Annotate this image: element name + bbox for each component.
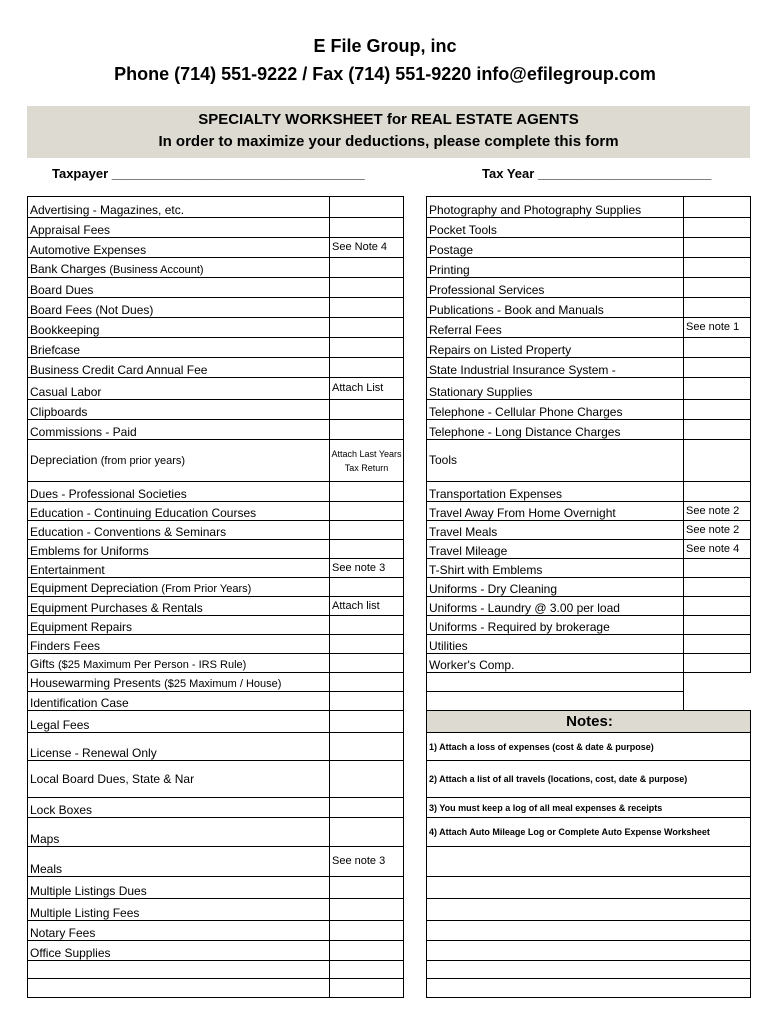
amount-cell[interactable] bbox=[330, 711, 404, 733]
amount-cell[interactable] bbox=[330, 654, 404, 673]
amount-cell[interactable] bbox=[684, 378, 751, 400]
blank-notes-line bbox=[427, 899, 751, 921]
expense-label bbox=[427, 298, 684, 318]
table-row bbox=[28, 654, 404, 673]
expense-label bbox=[427, 692, 684, 711]
amount-cell[interactable] bbox=[330, 298, 404, 318]
expense-label bbox=[427, 521, 684, 540]
amount-cell[interactable] bbox=[330, 482, 404, 502]
table-row bbox=[427, 559, 751, 578]
expense-label-text: Equipment Purchases & Rentals bbox=[30, 601, 203, 615]
expense-label-text: Telephone - Cellular Phone Charges bbox=[429, 405, 623, 419]
notes-heading: Notes: bbox=[427, 711, 751, 733]
expense-label bbox=[28, 540, 330, 559]
expense-label-text: Professional Services bbox=[429, 283, 545, 297]
table-row bbox=[28, 899, 404, 921]
expense-label-text: Notary Fees bbox=[30, 926, 96, 940]
amount-cell[interactable] bbox=[684, 258, 751, 278]
note-3: 3) You must keep a log of all meal expenses & receipts bbox=[427, 798, 751, 818]
expense-label-text: Photography and Photography Supplies bbox=[429, 203, 642, 217]
expense-label bbox=[28, 692, 330, 711]
table-row bbox=[28, 635, 404, 654]
table-row bbox=[427, 540, 751, 559]
expense-label-text: Depreciation bbox=[30, 452, 98, 467]
expense-label-text: Advertising - Magazines, etc. bbox=[30, 203, 185, 217]
expense-label-text: Utilities bbox=[429, 639, 468, 653]
expense-label bbox=[427, 482, 684, 502]
table-row bbox=[427, 440, 751, 482]
expense-label bbox=[28, 358, 330, 378]
expense-label bbox=[28, 218, 330, 238]
taxpayer-field[interactable]: Taxpayer ___________________________________ bbox=[52, 166, 365, 181]
expense-label-text: Travel Mileage bbox=[429, 544, 508, 558]
table-row bbox=[427, 635, 751, 654]
table-row bbox=[427, 654, 751, 673]
expense-label-text: Identification Case bbox=[30, 696, 129, 710]
expense-label bbox=[427, 338, 684, 358]
expense-label bbox=[28, 654, 330, 673]
expense-label bbox=[28, 521, 330, 540]
expense-label-text: Emblems for Uniforms bbox=[30, 544, 149, 558]
right-expense-table bbox=[426, 196, 751, 998]
amount-cell[interactable] bbox=[684, 440, 751, 482]
expense-label-text: Bank Charges bbox=[30, 262, 107, 276]
blank-notes-line bbox=[427, 877, 751, 899]
expense-label-text: Lock Boxes bbox=[30, 803, 93, 817]
expense-label-qualifier: (Business Account) bbox=[109, 264, 204, 276]
table-row bbox=[28, 711, 404, 733]
amount-cell[interactable] bbox=[330, 400, 404, 420]
expense-label-text: Uniforms - Required by brokerage bbox=[429, 620, 610, 634]
expense-label-text: Briefcase bbox=[30, 343, 81, 357]
amount-cell[interactable] bbox=[684, 298, 751, 318]
amount-cell[interactable] bbox=[684, 597, 751, 616]
amount-cell[interactable] bbox=[684, 578, 751, 597]
expense-label bbox=[427, 258, 684, 278]
expense-label-text: Transportation Expenses bbox=[429, 487, 562, 501]
amount-cell[interactable] bbox=[330, 635, 404, 654]
expense-label-text: Education - Conventions & Seminars bbox=[30, 525, 227, 539]
table-row bbox=[28, 578, 404, 597]
table-row bbox=[427, 521, 751, 540]
expense-label-text: T-Shirt with Emblems bbox=[429, 563, 543, 577]
amount-cell[interactable]: See note 1 bbox=[684, 318, 751, 338]
expense-label bbox=[28, 278, 330, 298]
company-name: E File Group, inc bbox=[313, 36, 457, 56]
table-row bbox=[427, 597, 751, 616]
amount-cell[interactable]: Attach list bbox=[330, 597, 404, 616]
amount-cell[interactable] bbox=[330, 540, 404, 559]
notes-row bbox=[427, 979, 751, 998]
blank-notes-line bbox=[427, 979, 751, 998]
amount-cell[interactable] bbox=[330, 941, 404, 961]
expense-label-qualifier: ($25 Maximum Per Person - IRS Rule) bbox=[58, 659, 247, 671]
expense-label bbox=[427, 559, 684, 578]
notes-row bbox=[427, 961, 751, 979]
expense-label bbox=[28, 635, 330, 654]
amount-cell[interactable]: Attach List bbox=[330, 378, 404, 400]
amount-cell[interactable] bbox=[684, 218, 751, 238]
table-row bbox=[28, 338, 404, 358]
amount-cell[interactable] bbox=[684, 238, 751, 258]
expense-label bbox=[28, 877, 330, 899]
expense-label bbox=[427, 378, 684, 400]
amount-cell[interactable] bbox=[330, 733, 404, 761]
blank-notes-line bbox=[427, 941, 751, 961]
expense-label bbox=[28, 711, 330, 733]
blank-notes-line bbox=[427, 961, 751, 979]
amount-cell[interactable] bbox=[684, 278, 751, 298]
amount-cell[interactable] bbox=[684, 559, 751, 578]
expense-label-text: Stationary Supplies bbox=[429, 385, 533, 399]
amount-cell[interactable] bbox=[684, 482, 751, 502]
expense-label-text: Referral Fees bbox=[429, 323, 502, 337]
amount-cell[interactable] bbox=[330, 258, 404, 278]
expense-label bbox=[427, 238, 684, 258]
table-row bbox=[427, 238, 751, 258]
table-row bbox=[427, 298, 751, 318]
table-row bbox=[28, 559, 404, 578]
amount-cell[interactable] bbox=[330, 197, 404, 218]
notes-row bbox=[427, 711, 751, 733]
expense-label bbox=[28, 298, 330, 318]
notes-row bbox=[427, 733, 751, 761]
expense-label-text: Telephone - Long Distance Charges bbox=[429, 425, 621, 439]
expense-label-text: Printing bbox=[429, 263, 470, 277]
worksheet-banner bbox=[27, 106, 750, 158]
expense-label-text: Business Credit Card Annual Fee bbox=[30, 363, 208, 377]
expense-label bbox=[28, 899, 330, 921]
amount-cell[interactable] bbox=[330, 318, 404, 338]
table-row bbox=[427, 338, 751, 358]
amount-cell[interactable] bbox=[684, 338, 751, 358]
amount-cell[interactable] bbox=[684, 420, 751, 440]
expense-label bbox=[28, 502, 330, 521]
expense-label-text: Travel Meals bbox=[429, 525, 498, 539]
expense-label bbox=[427, 218, 684, 238]
amount-cell[interactable] bbox=[330, 979, 404, 998]
notes-row bbox=[427, 818, 751, 847]
worksheet-subtitle: In order to maximize your deductions, please complete this form bbox=[158, 133, 619, 150]
blank-notes-line bbox=[427, 847, 751, 877]
amount-cell[interactable] bbox=[330, 218, 404, 238]
notes-row bbox=[427, 761, 751, 798]
notes-row bbox=[427, 877, 751, 899]
table-row bbox=[28, 798, 404, 818]
notes-row bbox=[427, 921, 751, 941]
amount-cell[interactable]: See note 2 bbox=[684, 502, 751, 521]
expense-label bbox=[28, 440, 330, 482]
table-row bbox=[28, 502, 404, 521]
expense-label bbox=[28, 238, 330, 258]
expense-label bbox=[28, 378, 330, 400]
blank-notes-line bbox=[427, 921, 751, 941]
expense-label-qualifier: ($25 Maximum / House) bbox=[164, 678, 282, 690]
expense-label-qualifier: (From Prior Years) bbox=[161, 583, 252, 595]
table-row bbox=[28, 318, 404, 338]
amount-cell[interactable] bbox=[684, 635, 751, 654]
table-row bbox=[28, 298, 404, 318]
expense-label bbox=[427, 358, 684, 378]
expense-label bbox=[28, 197, 330, 218]
expense-label-text: Board Dues bbox=[30, 283, 94, 297]
table-row bbox=[28, 420, 404, 440]
expense-label-text: Bookkeeping bbox=[30, 323, 100, 337]
amount-cell[interactable] bbox=[330, 921, 404, 941]
expense-label-text: State Industrial Insurance System - bbox=[429, 363, 616, 377]
expense-label-text: Automotive Expenses bbox=[30, 243, 147, 257]
expense-label-text: Appraisal Fees bbox=[30, 223, 111, 237]
amount-cell[interactable] bbox=[684, 654, 751, 673]
table-row bbox=[28, 597, 404, 616]
expense-label bbox=[427, 616, 684, 635]
expense-label-text: Office Supplies bbox=[30, 946, 111, 960]
amount-cell[interactable] bbox=[684, 673, 751, 692]
expense-label bbox=[28, 761, 330, 798]
notes-row bbox=[427, 847, 751, 877]
expense-label bbox=[28, 338, 330, 358]
table-row bbox=[427, 616, 751, 635]
amount-cell[interactable] bbox=[330, 798, 404, 818]
table-row bbox=[28, 440, 404, 482]
amount-cell[interactable] bbox=[330, 278, 404, 298]
table-row bbox=[427, 400, 751, 420]
expense-label-text: Postage bbox=[429, 243, 474, 257]
expense-label-text: Repairs on Listed Property bbox=[429, 343, 572, 357]
amount-cell[interactable] bbox=[330, 616, 404, 635]
expense-label bbox=[427, 654, 684, 673]
amount-cell[interactable] bbox=[330, 521, 404, 540]
left-expense-table bbox=[27, 196, 404, 998]
expense-label bbox=[28, 798, 330, 818]
expense-label bbox=[28, 979, 330, 998]
table-row bbox=[28, 482, 404, 502]
amount-cell[interactable] bbox=[330, 578, 404, 597]
expense-label-qualifier: (from prior years) bbox=[100, 454, 186, 467]
table-row bbox=[28, 616, 404, 635]
expense-label bbox=[28, 420, 330, 440]
expense-label bbox=[427, 420, 684, 440]
table-row bbox=[427, 502, 751, 521]
table-row bbox=[28, 521, 404, 540]
expense-label-text: Local Board Dues, State & Nar bbox=[30, 771, 195, 786]
expense-label bbox=[427, 597, 684, 616]
expense-label bbox=[28, 847, 330, 877]
amount-cell[interactable] bbox=[330, 673, 404, 692]
table-row bbox=[427, 258, 751, 278]
table-row bbox=[427, 218, 751, 238]
amount-cell[interactable] bbox=[330, 761, 404, 798]
expense-label bbox=[427, 440, 684, 482]
table-row bbox=[427, 197, 751, 218]
expense-label-text: Equipment Depreciation bbox=[30, 581, 159, 595]
expense-label bbox=[28, 961, 330, 979]
expense-label-text: Maps bbox=[30, 832, 60, 846]
worksheet-title: SPECIALTY WORKSHEET for REAL ESTATE AGENTS bbox=[198, 111, 579, 128]
table-row bbox=[28, 238, 404, 258]
table-row bbox=[28, 818, 404, 847]
table-row bbox=[28, 258, 404, 278]
expense-label-text: Gifts bbox=[30, 657, 55, 671]
table-row bbox=[28, 877, 404, 899]
note-1: 1) Attach a loss of expenses (cost & date & purpose) bbox=[427, 733, 751, 761]
table-row bbox=[28, 673, 404, 692]
expense-label-text: Housewarming Presents bbox=[30, 676, 161, 690]
expense-label-text: Casual Labor bbox=[30, 385, 102, 399]
table-row bbox=[28, 733, 404, 761]
table-row bbox=[427, 318, 751, 338]
table-row bbox=[28, 692, 404, 711]
table-row bbox=[28, 961, 404, 979]
expense-label-text: Finders Fees bbox=[30, 639, 101, 653]
amount-cell[interactable]: See note 2 bbox=[684, 521, 751, 540]
table-row bbox=[28, 540, 404, 559]
expense-label-text: Multiple Listings Dues bbox=[30, 884, 147, 898]
table-row bbox=[28, 400, 404, 420]
table-row bbox=[28, 378, 404, 400]
contact-info: Phone (714) 551-9222 / Fax (714) 551-9220 info@efilegroup.com bbox=[114, 64, 656, 84]
amount-cell[interactable] bbox=[684, 197, 751, 218]
amount-cell[interactable] bbox=[330, 502, 404, 521]
expense-label bbox=[427, 197, 684, 218]
expense-label-text: Entertainment bbox=[30, 563, 105, 577]
amount-cell[interactable] bbox=[330, 420, 404, 440]
expense-label bbox=[427, 502, 684, 521]
expense-label-text: Education - Continuing Education Courses bbox=[30, 506, 257, 520]
expense-label bbox=[28, 400, 330, 420]
table-row bbox=[28, 197, 404, 218]
amount-cell[interactable]: See note 4 bbox=[684, 540, 751, 559]
expense-label bbox=[28, 941, 330, 961]
table-row bbox=[28, 847, 404, 877]
amount-cell[interactable] bbox=[330, 877, 404, 899]
table-row bbox=[427, 358, 751, 378]
notes-row bbox=[427, 941, 751, 961]
table-row bbox=[28, 218, 404, 238]
table-row bbox=[427, 578, 751, 597]
table-row bbox=[427, 482, 751, 502]
expense-label bbox=[28, 818, 330, 847]
table-row bbox=[28, 979, 404, 998]
expense-label bbox=[28, 921, 330, 941]
table-row bbox=[28, 941, 404, 961]
expense-label-text: Uniforms - Laundry @ 3.00 per load bbox=[429, 601, 620, 615]
amount-cell[interactable] bbox=[684, 358, 751, 378]
table-row bbox=[427, 278, 751, 298]
expense-label bbox=[28, 559, 330, 578]
expense-label bbox=[427, 635, 684, 654]
note-2: 2) Attach a list of all travels (locations, cost, date & purpose) bbox=[427, 761, 751, 798]
expense-label bbox=[28, 616, 330, 635]
expense-label-text: Worker's Comp. bbox=[429, 658, 515, 672]
amount-cell[interactable]: Attach Last Years Tax Return bbox=[330, 440, 404, 482]
expense-label bbox=[28, 733, 330, 761]
amount-cell[interactable] bbox=[684, 692, 751, 711]
amount-cell[interactable]: See note 3 bbox=[330, 559, 404, 578]
amount-cell[interactable] bbox=[330, 899, 404, 921]
expense-label bbox=[28, 597, 330, 616]
expense-label bbox=[427, 400, 684, 420]
amount-cell[interactable]: See Note 4 bbox=[330, 238, 404, 258]
tax-year-field[interactable]: Tax Year ________________________ bbox=[482, 166, 712, 181]
expense-label bbox=[427, 540, 684, 559]
amount-cell[interactable] bbox=[684, 616, 751, 635]
amount-cell[interactable] bbox=[330, 692, 404, 711]
expense-label-text: Travel Away From Home Overnight bbox=[429, 506, 616, 520]
expense-label-text: Publications - Book and Manuals bbox=[429, 303, 604, 317]
table-row bbox=[28, 358, 404, 378]
amount-cell[interactable] bbox=[684, 400, 751, 420]
notes-row bbox=[427, 798, 751, 818]
amount-cell[interactable] bbox=[330, 338, 404, 358]
notes-row bbox=[427, 899, 751, 921]
expense-label bbox=[28, 673, 330, 692]
table-row bbox=[427, 692, 751, 711]
expense-label-text: Commissions - Paid bbox=[30, 425, 137, 439]
expense-label-text: Dues - Professional Societies bbox=[30, 487, 187, 501]
expense-label-text: Multiple Listing Fees bbox=[30, 906, 140, 920]
table-row bbox=[427, 378, 751, 400]
expense-label-text: Board Fees (Not Dues) bbox=[30, 303, 154, 317]
expense-label-text: Meals bbox=[30, 862, 63, 876]
expense-label-text: Pocket Tools bbox=[429, 223, 497, 237]
expense-label bbox=[28, 318, 330, 338]
expense-label-text: Legal Fees bbox=[30, 718, 90, 732]
expense-label-text: Tools bbox=[429, 453, 458, 467]
expense-label-text: Clipboards bbox=[30, 405, 88, 419]
table-row bbox=[28, 761, 404, 798]
expense-label bbox=[427, 578, 684, 597]
note-4: 4) Attach Auto Mileage Log or Complete Auto Expense Worksheet bbox=[427, 818, 751, 847]
amount-cell[interactable] bbox=[330, 358, 404, 378]
table-row bbox=[28, 278, 404, 298]
amount-cell[interactable] bbox=[330, 818, 404, 847]
expense-label bbox=[28, 482, 330, 502]
expense-label-text: Uniforms - Dry Cleaning bbox=[429, 582, 558, 596]
expense-label-text: License - Renewal Only bbox=[30, 746, 157, 760]
amount-cell[interactable]: See note 3 bbox=[330, 847, 404, 877]
table-row bbox=[28, 921, 404, 941]
expense-label bbox=[427, 278, 684, 298]
expense-label-text: Equipment Repairs bbox=[30, 620, 133, 634]
expense-label bbox=[427, 673, 684, 692]
expense-label bbox=[28, 578, 330, 597]
table-row bbox=[427, 420, 751, 440]
expense-label bbox=[28, 258, 330, 278]
expense-label bbox=[427, 318, 684, 338]
table-row bbox=[427, 673, 751, 692]
amount-cell[interactable] bbox=[330, 961, 404, 979]
